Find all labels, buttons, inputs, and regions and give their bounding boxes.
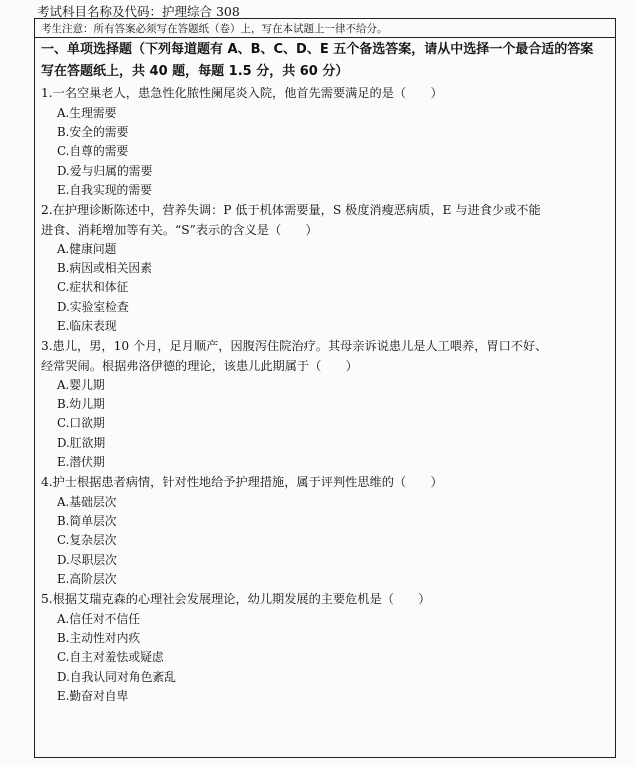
question-2-option-a: A.健康问题 [57,242,117,257]
question-2-option-c: C.症状和体征 [57,280,129,295]
question-1-option-b: B.安全的需要 [57,125,129,140]
question-4-option-c: C.复杂层次 [57,533,117,548]
question-5-option-e: E.勤奋对自卑 [57,688,129,703]
question-3-option-e: E.潜伏期 [57,454,105,469]
question-2-stem-line-2: 进食、消耗增加等有关。“S”表示的含义是（ ） [41,223,318,238]
question-5-option-c: C.自主对羞怯或疑虑 [57,650,164,665]
question-content [35,38,615,706]
question-4-option-b: B.简单层次 [57,514,117,529]
question-3-option-d: D.肛欲期 [57,435,106,450]
question-3-option-c: C.口欲期 [57,416,105,431]
candidate-notice: 考生注意：所有答案必须写在答题纸（卷）上，写在本试题上一律不给分。 [35,19,615,38]
section-title-line-1: 一、单项选择题（下列每道题有 A、B、C、D、E 五个备选答案，请从中选择一个最合适的答案 [41,42,594,57]
question-3-option-b: B.幼儿期 [57,397,105,412]
section-title-line-2: 写在答题纸上，共 40 题，每题 1.5 分，共 60 分） [41,64,349,79]
question-5-option-d: D.自我认同对角色紊乱 [57,669,176,684]
question-1-option-e: E.自我实现的需要 [57,182,152,197]
question-5-option-b: B.主动性对内疚 [57,631,141,646]
question-1-stem: 1.一名空巢老人，患急性化脓性阑尾炎入院，他首先需要满足的是（ ） [41,86,443,100]
question-1-option-a: A.生理需要 [57,106,117,120]
question-4-option-e: E.高阶层次 [57,571,117,586]
exam-subject-header: 考试科目名称及代码：护理综合 308 [37,4,240,19]
question-1-option-d: D.爱与归属的需要 [57,163,153,178]
question-4-stem: 4.护士根据患者病情，针对性地给予护理措施，属于评判性思维的（ ） [41,475,443,490]
question-2-option-d: D.实验室检查 [57,299,129,314]
question-3-option-a: A.婴儿期 [57,378,105,393]
question-5-option-a: A.信任对不信任 [57,612,141,627]
question-4-option-a: A.基础层次 [57,495,117,510]
question-2-option-e: E.临床表现 [57,318,117,333]
question-4-option-d: D.尽职层次 [57,552,117,567]
exam-frame [34,18,616,758]
question-2-stem-line-1: 2.在护理诊断陈述中，营养失调：P 低于机体需要量，S 极度消瘦恶病质，E 与进食少或不能 [41,203,541,218]
question-3-stem-line-2: 经常哭闹。根据弗洛伊德的理论，该患儿此期属于（ ） [41,359,358,374]
question-5-stem: 5.根据艾瑞克森的心理社会发展理论，幼儿期发展的主要危机是（ ） [41,592,431,607]
question-3-stem-line-1: 3.患儿，男，10 个月，足月顺产，因腹泻住院治疗。其母亲诉说患儿是人工喂养，胃口不好、 [41,339,548,354]
question-2-option-b: B.病因或相关因素 [57,261,152,276]
question-1-option-c: C.自尊的需要 [57,144,129,159]
